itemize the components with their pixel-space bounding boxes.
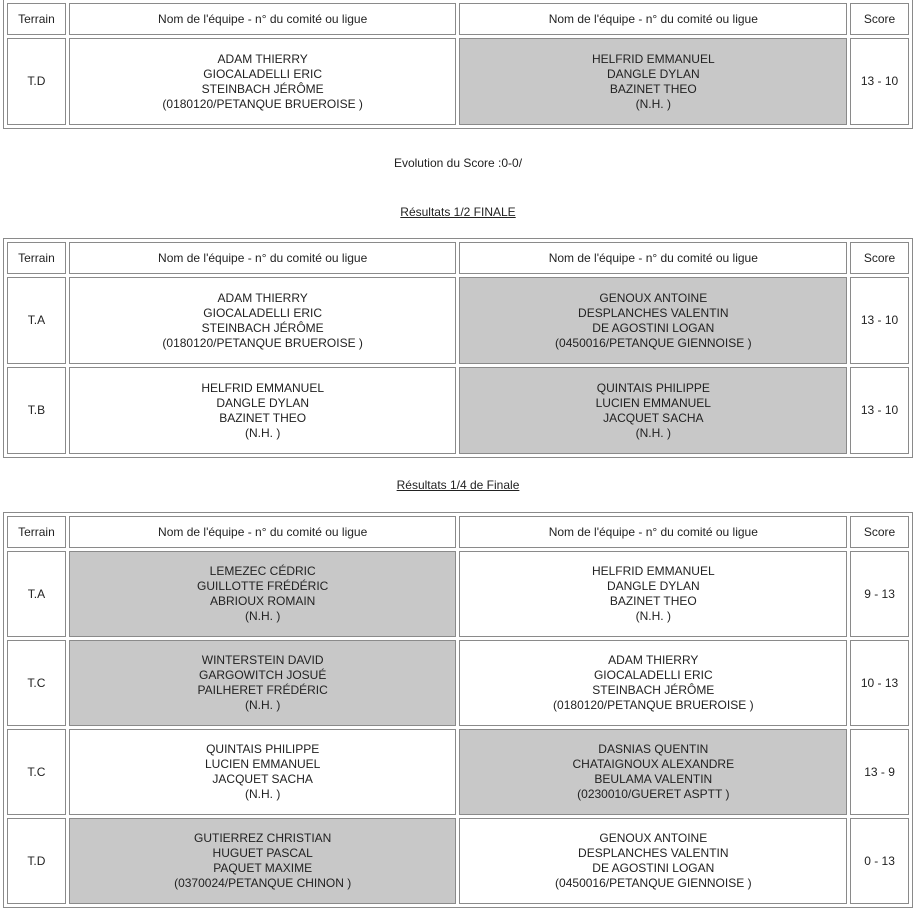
player-name: GARGOWITCH JOSUÉ [198, 668, 327, 682]
match-terrain: T.A [7, 551, 66, 637]
player-name: HELFRID EMMANUEL [591, 51, 715, 66]
quarter-final-results-table [3, 512, 913, 908]
player-name: BAZINET THEO [609, 594, 697, 608]
club-name: (0450016/PETANQUE GIENNOISE ) [555, 876, 752, 890]
club-name: (N.H. ) [635, 609, 671, 623]
player-name: GIOCALADELLI ERIC [593, 668, 713, 682]
match-score: 13 - 10 [850, 277, 909, 364]
match-team2-winner [459, 38, 847, 125]
header-team1: Nom de l'équipe - n° du comité ou ligue [69, 242, 457, 274]
club-name: (0450016/PETANQUE GIENNOISE ) [555, 335, 752, 350]
player-name: DASNIAS QUENTIN [598, 742, 709, 756]
match-row [7, 277, 909, 364]
final-results-table [3, 0, 913, 129]
player-name: GIOCALADELLI ERIC [203, 66, 323, 81]
club-name: (0230010/GUERET ASPTT ) [577, 787, 730, 801]
table-header-row [7, 242, 909, 274]
club-name: (0180120/PETANQUE BRUEROISE ) [162, 96, 363, 111]
player-name: QUINTAIS PHILIPPE [596, 380, 710, 395]
player-name: JACQUET SACHA [603, 410, 704, 425]
club-name: (N.H. ) [635, 425, 671, 440]
player-name: LUCIEN EMMANUEL [595, 395, 711, 410]
header-team1: Nom de l'équipe - n° du comité ou ligue [69, 516, 457, 548]
match-terrain: T.A [7, 277, 66, 364]
club-name: (N.H. ) [245, 609, 281, 623]
match-team1 [69, 367, 457, 454]
player-name: STEINBACH JÉRÔME [592, 683, 715, 697]
player-name: ADAM THIERRY [217, 51, 308, 66]
match-team2-loser [459, 729, 847, 815]
match-score: 13 - 10 [850, 367, 909, 454]
player-name: JACQUET SACHA [212, 772, 313, 786]
header-team2: Nom de l'équipe - n° du comité ou ligue [459, 242, 847, 274]
player-name: GIOCALADELLI ERIC [203, 305, 323, 320]
player-name: DANGLE DYLAN [216, 395, 310, 410]
club-name: (N.H. ) [245, 787, 281, 801]
match-terrain: T.B [7, 367, 66, 454]
player-name: HUGUET PASCAL [212, 846, 313, 860]
match-terrain: T.D [7, 38, 66, 125]
player-name: ADAM THIERRY [217, 290, 308, 305]
match-row [7, 640, 909, 726]
club-name: (N.H. ) [635, 96, 671, 111]
player-name: GUTIERREZ CHRISTIAN [193, 831, 332, 845]
match-team2 [459, 551, 847, 637]
header-team2: Nom de l'équipe - n° du comité ou ligue [459, 516, 847, 548]
player-name: PAQUET MAXIME [213, 861, 313, 875]
match-team1 [69, 277, 457, 364]
match-team2 [459, 640, 847, 726]
header-score: Score [850, 516, 909, 548]
player-name: GENOUX ANTOINE [599, 831, 708, 845]
player-name: QUINTAIS PHILIPPE [206, 742, 320, 756]
table-header-row [7, 3, 909, 35]
match-team1-loser [69, 640, 457, 726]
table-header-row [7, 516, 909, 548]
player-name: DANGLE DYLAN [606, 579, 700, 593]
semi-final-title: Résultats 1/2 FINALE [400, 205, 516, 219]
player-name: GENOUX ANTOINE [599, 290, 708, 305]
player-name: DANGLE DYLAN [606, 66, 700, 81]
match-team1-loser [69, 818, 457, 904]
header-terrain: Terrain [7, 516, 66, 548]
club-name: (N.H. ) [245, 425, 281, 440]
match-terrain: T.C [7, 640, 66, 726]
match-row [7, 729, 909, 815]
header-team2: Nom de l'équipe - n° du comité ou ligue [459, 3, 847, 35]
player-name: ADAM THIERRY [608, 653, 699, 667]
club-name: (0370024/PETANQUE CHINON ) [174, 876, 352, 890]
match-score: 13 - 9 [850, 729, 909, 815]
player-name: STEINBACH JÉRÔME [201, 81, 324, 96]
header-team1: Nom de l'équipe - n° du comité ou ligue [69, 3, 457, 35]
match-row [7, 551, 909, 637]
match-team1-loser [69, 551, 457, 637]
club-name: (N.H. ) [245, 698, 281, 712]
header-terrain: Terrain [7, 242, 66, 274]
player-name: BEULAMA VALENTIN [594, 772, 713, 786]
match-team1 [69, 38, 457, 125]
match-terrain: T.D [7, 818, 66, 904]
header-terrain: Terrain [7, 3, 66, 35]
match-team1 [69, 729, 457, 815]
club-name: (0180120/PETANQUE BRUEROISE ) [553, 698, 754, 712]
match-team2-winner [459, 367, 847, 454]
match-row [7, 367, 909, 454]
player-name: DE AGOSTINI LOGAN [592, 861, 715, 875]
quarter-final-title: Résultats 1/4 de Finale [396, 478, 520, 492]
player-name: ABRIOUX ROMAIN [209, 594, 316, 608]
match-row [7, 818, 909, 904]
match-team2 [459, 818, 847, 904]
player-name: LEMEZEC CÉDRIC [209, 564, 316, 578]
player-name: LUCIEN EMMANUEL [204, 757, 321, 771]
match-terrain: T.C [7, 729, 66, 815]
club-name: (0180120/PETANQUE BRUEROISE ) [162, 335, 363, 350]
match-row [7, 38, 909, 125]
player-name: PAILHERET FRÉDÉRIC [197, 683, 328, 697]
match-team2-winner [459, 277, 847, 364]
player-name: BAZINET THEO [219, 410, 307, 425]
match-score: 0 - 13 [850, 818, 909, 904]
player-name: DESPLANCHES VALENTIN [578, 305, 729, 320]
player-name: DESPLANCHES VALENTIN [578, 846, 729, 860]
player-name: BAZINET THEO [609, 81, 697, 96]
player-name: HELFRID EMMANUEL [591, 564, 715, 578]
player-name: CHATAIGNOUX ALEXANDRE [572, 757, 735, 771]
match-score: 9 - 13 [850, 551, 909, 637]
match-score: 10 - 13 [850, 640, 909, 726]
semi-final-results-table [3, 238, 913, 458]
header-score: Score [850, 242, 909, 274]
player-name: DE AGOSTINI LOGAN [592, 320, 715, 335]
player-name: WINTERSTEIN DAVID [201, 653, 324, 667]
score-evolution-text: Evolution du Score :0-0/ [393, 156, 523, 170]
player-name: GUILLOTTE FRÉDÉRIC [196, 579, 329, 593]
player-name: HELFRID EMMANUEL [201, 380, 324, 395]
header-score: Score [850, 3, 909, 35]
match-score: 13 - 10 [850, 38, 909, 125]
player-name: STEINBACH JÉRÔME [201, 320, 324, 335]
